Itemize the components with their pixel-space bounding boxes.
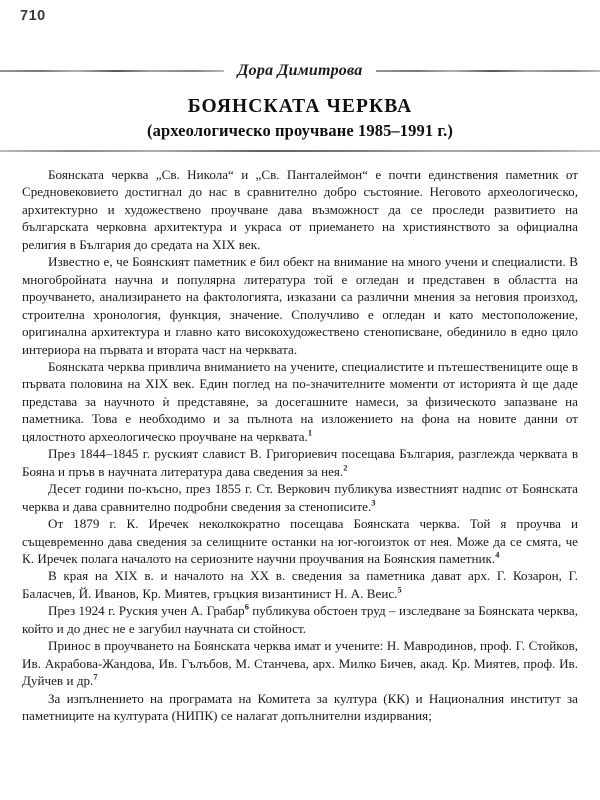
title-divider-rule — [0, 150, 600, 152]
body-paragraph — [22, 637, 578, 689]
page-number: 710 — [20, 8, 46, 24]
paragraph-text: Боянската черква привлича вниманието на учените, специалистите и пътешествениците още в първата половина на XIX век. Един поглед на по-значителните моменти от историята ѝ ще даде представа за научното ѝ представяне, за досегашните намеси, за физическото запазване на паметника. Това е необходимо и за пълнота на изложението на фона на новите данни от цялостното археологическо проучване на черквата. — [22, 358, 578, 444]
footnote-marker: 1 — [307, 428, 313, 438]
body-paragraph — [22, 445, 578, 480]
paragraph-text: В края на XIX в. и началото на XX в. сведения за паметника дават арх. Г. Козарон, Г. Баласчев, Й. Иванов, Кр. Миятев, гръцкия византинист Н. А. Веис. — [22, 568, 578, 601]
footnote-marker: 2 — [343, 463, 348, 473]
byline-rule-right — [376, 70, 600, 72]
body-paragraph — [22, 567, 578, 602]
paragraph-text-after-note: публикува обстоен труд – изследване за Боянската черква, който и до днес не е загубил научната си стойност. — [22, 603, 578, 636]
title-block — [0, 96, 600, 141]
body-paragraph-clipped: За изпълнението на програмата на Комитета за култура (КК) и Националния институт за паметниците на културата (НИПК) се налагат допълнителни издирвания; — [22, 690, 578, 724]
article-body — [22, 166, 578, 725]
paragraph-text: От 1879 г. К. Иречек неколкократно посещава Боянската черква. Той я проучва и същевременно дава сведения за селищните останки на юг-югоизток от нея. Може да се смята, че К. Иречек полага началото на сериозните научни проучвания на Боянския паметник. — [22, 516, 578, 566]
footnote-marker: 6 — [244, 602, 249, 612]
body-paragraph — [22, 602, 578, 637]
footnote-marker: 5 — [397, 585, 402, 595]
footnote-marker: 3 — [371, 498, 376, 508]
article-title: БОЯНСКАТА ЧЕРКВА — [187, 96, 413, 117]
body-paragraph — [22, 515, 578, 567]
article-subtitle: (археологическо проучване 1985–1991 г.) — [147, 120, 453, 140]
author-name: Дора Димитрова — [237, 62, 363, 79]
paragraph-text: През 1844–1845 г. руският славист В. Григориевич посещава България, разглежда черквата в Бояна и пръв в научната литература дава сведения за нея. — [22, 446, 578, 479]
author-byline-band — [0, 62, 600, 80]
body-paragraph — [22, 358, 578, 445]
paragraph-text-before-note: През 1924 г. Руския учен А. Грабар — [48, 603, 245, 619]
body-paragraph — [22, 480, 578, 515]
body-paragraph: Известно е, че Боянският паметник е бил обект на внимание на много учени и специалисти. В многобройната научна и популярна литература той е огледан и представен в областта на проучването, анализирането на фактологията, изказани са различни мнения за неговия произход, строителна хронология, функция, значение. Сполучливо е огледан и като местоположение, оригинална архитектура и главно като високохудожествено стенописване, обединило в едно цяло интериора на първата и втората част на черквата. — [22, 254, 578, 357]
byline-rule-left — [0, 70, 224, 72]
paragraph-text: Принос в проучването на Боянската черква имат и учените: Н. Мавродинов, проф. Г. Стойков, Ив. Акрабова-Жандова, Ив. Гълъбов, М. Станчева, арх. Милко Бичев, акад. Кр. Миятев, проф. Ив. Дуйчев и др. — [22, 638, 578, 689]
footnote-marker: 4 — [495, 550, 500, 560]
footnote-marker: 7 — [93, 672, 98, 682]
body-paragraph: Боянската черква „Св. Никола“ и „Св. Панталеймон“ е почти единствения паметник от Средновековието достигнал до нас в сравнително добро състояние. Неговото археологическо, архитектурно и художествено проучване дава възможност да се проследи развитието на българската черковна архитектура и украса от приемането на християнството за официална религия в България до средата на XIX век. — [22, 167, 578, 252]
paragraph-text: Десет години по-късно, през 1855 г. Ст. Веркович публикува известният надпис от Боянската черква и дава сравнително подробни сведения за стенописите. — [22, 481, 578, 514]
